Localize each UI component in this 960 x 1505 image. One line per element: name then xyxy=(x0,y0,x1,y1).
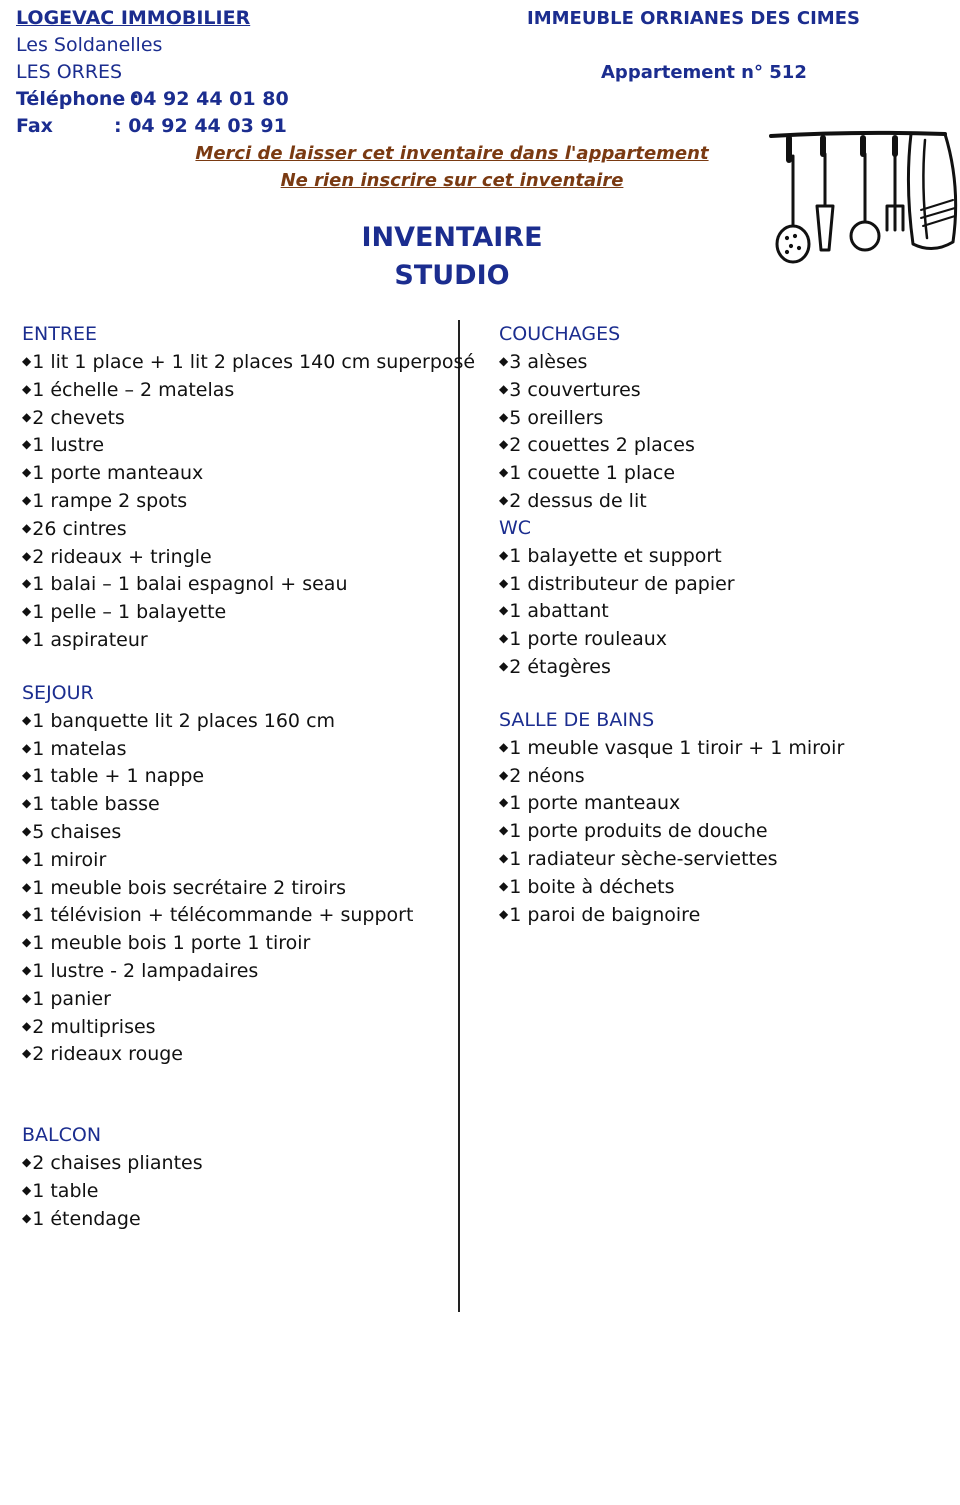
list-item xyxy=(499,625,949,653)
section-items xyxy=(22,348,476,654)
list-item xyxy=(22,570,452,598)
page-title: INVENTAIRE xyxy=(361,222,543,253)
list-item xyxy=(22,735,452,763)
bullet-icon: ◆ xyxy=(22,851,32,866)
list-item-text: 3 alèses xyxy=(509,351,588,373)
list-item xyxy=(499,901,949,929)
list-item-text: 1 lustre - 2 lampadaires xyxy=(32,959,259,982)
column-divider xyxy=(458,320,460,1312)
list-item-text: 1 échelle – 2 matelas xyxy=(32,378,235,401)
list-item-text: 1 porte manteaux xyxy=(32,462,204,485)
list-item-text: 2 rideaux rouge xyxy=(32,1043,183,1066)
address-line-1: Les Soldanelles xyxy=(16,34,163,56)
company-name: LOGEVAC IMMOBILIER xyxy=(16,7,251,29)
section-items xyxy=(22,707,452,1068)
list-item xyxy=(22,874,452,902)
bullet-icon: ◆ xyxy=(499,575,509,590)
list-item-text: 1 paroi de baignoire xyxy=(509,903,701,926)
bullet-icon: ◆ xyxy=(22,768,32,783)
section-title: SEJOUR xyxy=(22,681,94,704)
section-title: BALCON xyxy=(22,1124,102,1147)
list-item xyxy=(499,348,949,376)
list-item xyxy=(22,1040,452,1068)
list-item-text: 2 étagères xyxy=(509,655,611,678)
list-item-text: 2 couettes 2 places xyxy=(509,434,695,457)
list-item-text: 1 radiateur sèche-serviettes xyxy=(509,847,778,870)
list-item-text: 1 télévision + télécommande + support xyxy=(32,904,414,927)
bullet-icon: ◆ xyxy=(22,1046,32,1061)
list-item xyxy=(499,653,949,681)
list-item xyxy=(499,789,949,817)
list-item xyxy=(22,598,452,626)
bullet-icon: ◆ xyxy=(22,740,32,755)
apartment-number: Appartement n° 512 xyxy=(601,62,807,83)
kitchen-utensils-icon xyxy=(765,126,960,268)
right-column xyxy=(499,321,949,928)
list-item xyxy=(22,901,452,929)
fax-number: : 04 92 44 03 91 xyxy=(114,115,287,137)
section-items xyxy=(499,348,949,515)
list-item xyxy=(499,817,949,845)
list-item-text: 26 cintres xyxy=(32,517,127,540)
address-line-2: LES ORRES xyxy=(16,61,123,83)
list-item-text: 1 table + 1 nappe xyxy=(32,765,205,788)
list-item xyxy=(22,985,452,1013)
building-name: IMMEUBLE ORRIANES DES CIMES xyxy=(527,8,860,29)
list-item xyxy=(499,734,949,762)
list-item xyxy=(499,542,949,570)
list-item-text: 1 porte manteaux xyxy=(509,792,681,815)
list-item-text: 2 chevets xyxy=(32,406,125,429)
phone-number: 04 92 44 01 80 xyxy=(130,88,289,110)
bullet-icon: ◆ xyxy=(22,1182,32,1197)
bullet-icon: ◆ xyxy=(22,935,32,950)
bullet-icon: ◆ xyxy=(499,631,509,646)
bullet-icon: ◆ xyxy=(22,492,32,507)
bullet-icon: ◆ xyxy=(22,604,32,619)
bullet-icon: ◆ xyxy=(499,465,509,480)
bullet-icon: ◆ xyxy=(499,850,509,865)
list-item xyxy=(22,404,452,432)
fax-label: Fax xyxy=(16,115,53,137)
list-item xyxy=(499,459,949,487)
bullet-icon: ◆ xyxy=(22,962,32,977)
bullet-icon: ◆ xyxy=(499,492,509,507)
section-wc xyxy=(499,515,949,681)
bullet-icon: ◆ xyxy=(499,354,509,368)
list-item-text: 1 étendage xyxy=(32,1207,141,1230)
list-item-text: 1 aspirateur xyxy=(32,628,148,651)
left-column xyxy=(22,321,476,1233)
phone-label: Téléphone : xyxy=(16,88,140,110)
list-item xyxy=(499,487,949,515)
section-items xyxy=(499,542,949,681)
list-item-text: 1 couette 1 place xyxy=(509,462,676,485)
list-item xyxy=(22,790,452,818)
list-item xyxy=(22,459,452,487)
bullet-icon: ◆ xyxy=(499,795,509,810)
list-item xyxy=(499,845,949,873)
list-item xyxy=(22,515,452,543)
list-item xyxy=(22,431,452,459)
bullet-icon: ◆ xyxy=(22,465,32,480)
section-sejour xyxy=(22,680,452,1068)
bullet-icon: ◆ xyxy=(22,823,32,838)
list-item-text: 1 panier xyxy=(32,987,111,1010)
list-item xyxy=(22,348,476,376)
list-item xyxy=(22,846,452,874)
bullet-icon: ◆ xyxy=(499,409,509,424)
bullet-icon: ◆ xyxy=(499,658,509,673)
list-item xyxy=(499,597,949,625)
list-item-text: 1 meuble bois secrétaire 2 tiroirs xyxy=(32,876,347,899)
bullet-icon: ◆ xyxy=(22,520,32,535)
list-item-text: 1 porte produits de douche xyxy=(509,820,768,843)
bullet-icon: ◆ xyxy=(22,879,32,894)
section-items xyxy=(22,1149,452,1232)
bullet-icon: ◆ xyxy=(499,437,509,452)
bullet-icon: ◆ xyxy=(499,906,509,921)
list-item-text: 1 lit 1 place + 1 lit 2 places 140 cm superposé xyxy=(32,351,476,373)
list-item-text: 1 abattant xyxy=(509,600,609,623)
list-item-text: 5 oreillers xyxy=(509,406,604,429)
bullet-icon: ◆ xyxy=(22,631,32,646)
list-item xyxy=(499,762,949,790)
bullet-icon: ◆ xyxy=(22,576,32,591)
list-item-text: 1 table xyxy=(32,1179,99,1202)
section-title: COUCHAGES xyxy=(499,323,621,345)
bullet-icon: ◆ xyxy=(499,878,509,893)
bullet-icon: ◆ xyxy=(22,712,32,727)
bullet-icon: ◆ xyxy=(499,603,509,618)
list-item xyxy=(499,404,949,432)
list-item xyxy=(22,957,452,985)
page-subtitle: STUDIO xyxy=(394,260,510,291)
list-item xyxy=(499,376,949,404)
list-item-text: 1 porte rouleaux xyxy=(509,628,667,651)
bullet-icon: ◆ xyxy=(499,767,509,782)
list-item-text: 1 rampe 2 spots xyxy=(32,489,188,512)
bullet-icon: ◆ xyxy=(22,907,32,922)
bullet-icon: ◆ xyxy=(22,548,32,563)
list-item xyxy=(22,818,452,846)
bullet-icon: ◆ xyxy=(22,437,32,452)
section-couchages xyxy=(499,321,949,515)
list-item xyxy=(22,543,452,571)
section-salle-de-bains xyxy=(499,707,949,929)
list-item-text: 1 meuble bois 1 porte 1 tiroir xyxy=(32,932,311,955)
list-item xyxy=(22,929,452,957)
list-item-text: 1 distributeur de papier xyxy=(509,572,735,595)
list-item-text: 5 chaises xyxy=(32,820,122,843)
bullet-icon: ◆ xyxy=(22,1018,32,1033)
list-item-text: 2 rideaux + tringle xyxy=(32,545,212,568)
bullet-icon: ◆ xyxy=(499,547,509,562)
list-item-text: 1 banquette lit 2 places 160 cm xyxy=(32,709,336,732)
list-item xyxy=(22,487,452,515)
bullet-icon: ◆ xyxy=(22,409,32,424)
list-item-text: 1 balai – 1 balai espagnol + seau xyxy=(32,573,348,596)
notice-leave-inventory: Merci de laisser cet inventaire dans l'appartement xyxy=(195,143,709,164)
bullet-icon: ◆ xyxy=(499,381,509,396)
notice-do-not-write: Ne rien inscrire sur cet inventaire xyxy=(280,170,624,191)
list-item xyxy=(22,1177,452,1205)
list-item-text: 1 miroir xyxy=(32,848,107,871)
list-item-text: 2 dessus de lit xyxy=(509,489,647,512)
list-item-text: 1 pelle – 1 balayette xyxy=(32,601,227,624)
bullet-icon: ◆ xyxy=(22,381,32,396)
list-item xyxy=(499,431,949,459)
list-item-text: 1 lustre xyxy=(32,434,105,457)
list-item-text: 3 couvertures xyxy=(509,378,641,401)
list-item-text: 2 multiprises xyxy=(32,1015,156,1038)
list-item xyxy=(22,1013,452,1041)
section-title: WC xyxy=(499,516,532,539)
list-item-text: 1 matelas xyxy=(32,737,127,760)
bullet-icon: ◆ xyxy=(22,1155,32,1170)
bullet-icon: ◆ xyxy=(499,823,509,838)
list-item xyxy=(499,570,949,598)
bullet-icon: ◆ xyxy=(22,354,32,368)
section-balcon xyxy=(22,1122,452,1232)
list-item-text: 1 balayette et support xyxy=(509,544,722,567)
list-item xyxy=(22,1149,452,1177)
list-item-text: 1 table basse xyxy=(32,793,160,816)
section-items xyxy=(499,734,949,929)
list-item xyxy=(499,873,949,901)
list-item-text: 1 boite à déchets xyxy=(509,875,675,898)
bullet-icon: ◆ xyxy=(22,1210,32,1225)
list-item xyxy=(22,626,452,654)
list-item xyxy=(22,762,452,790)
bullet-icon: ◆ xyxy=(22,796,32,811)
list-item xyxy=(22,376,452,404)
bullet-icon: ◆ xyxy=(499,739,509,754)
section-title: ENTREE xyxy=(22,323,98,345)
bullet-icon: ◆ xyxy=(22,990,32,1005)
section-entree xyxy=(22,321,476,654)
list-item xyxy=(22,1205,452,1233)
section-title: SALLE DE BAINS xyxy=(499,708,655,731)
list-item-text: 2 chaises pliantes xyxy=(32,1152,203,1175)
list-item-text: 1 meuble vasque 1 tiroir + 1 miroir xyxy=(509,736,845,759)
list-item xyxy=(22,707,452,735)
list-item-text: 2 néons xyxy=(509,764,585,787)
